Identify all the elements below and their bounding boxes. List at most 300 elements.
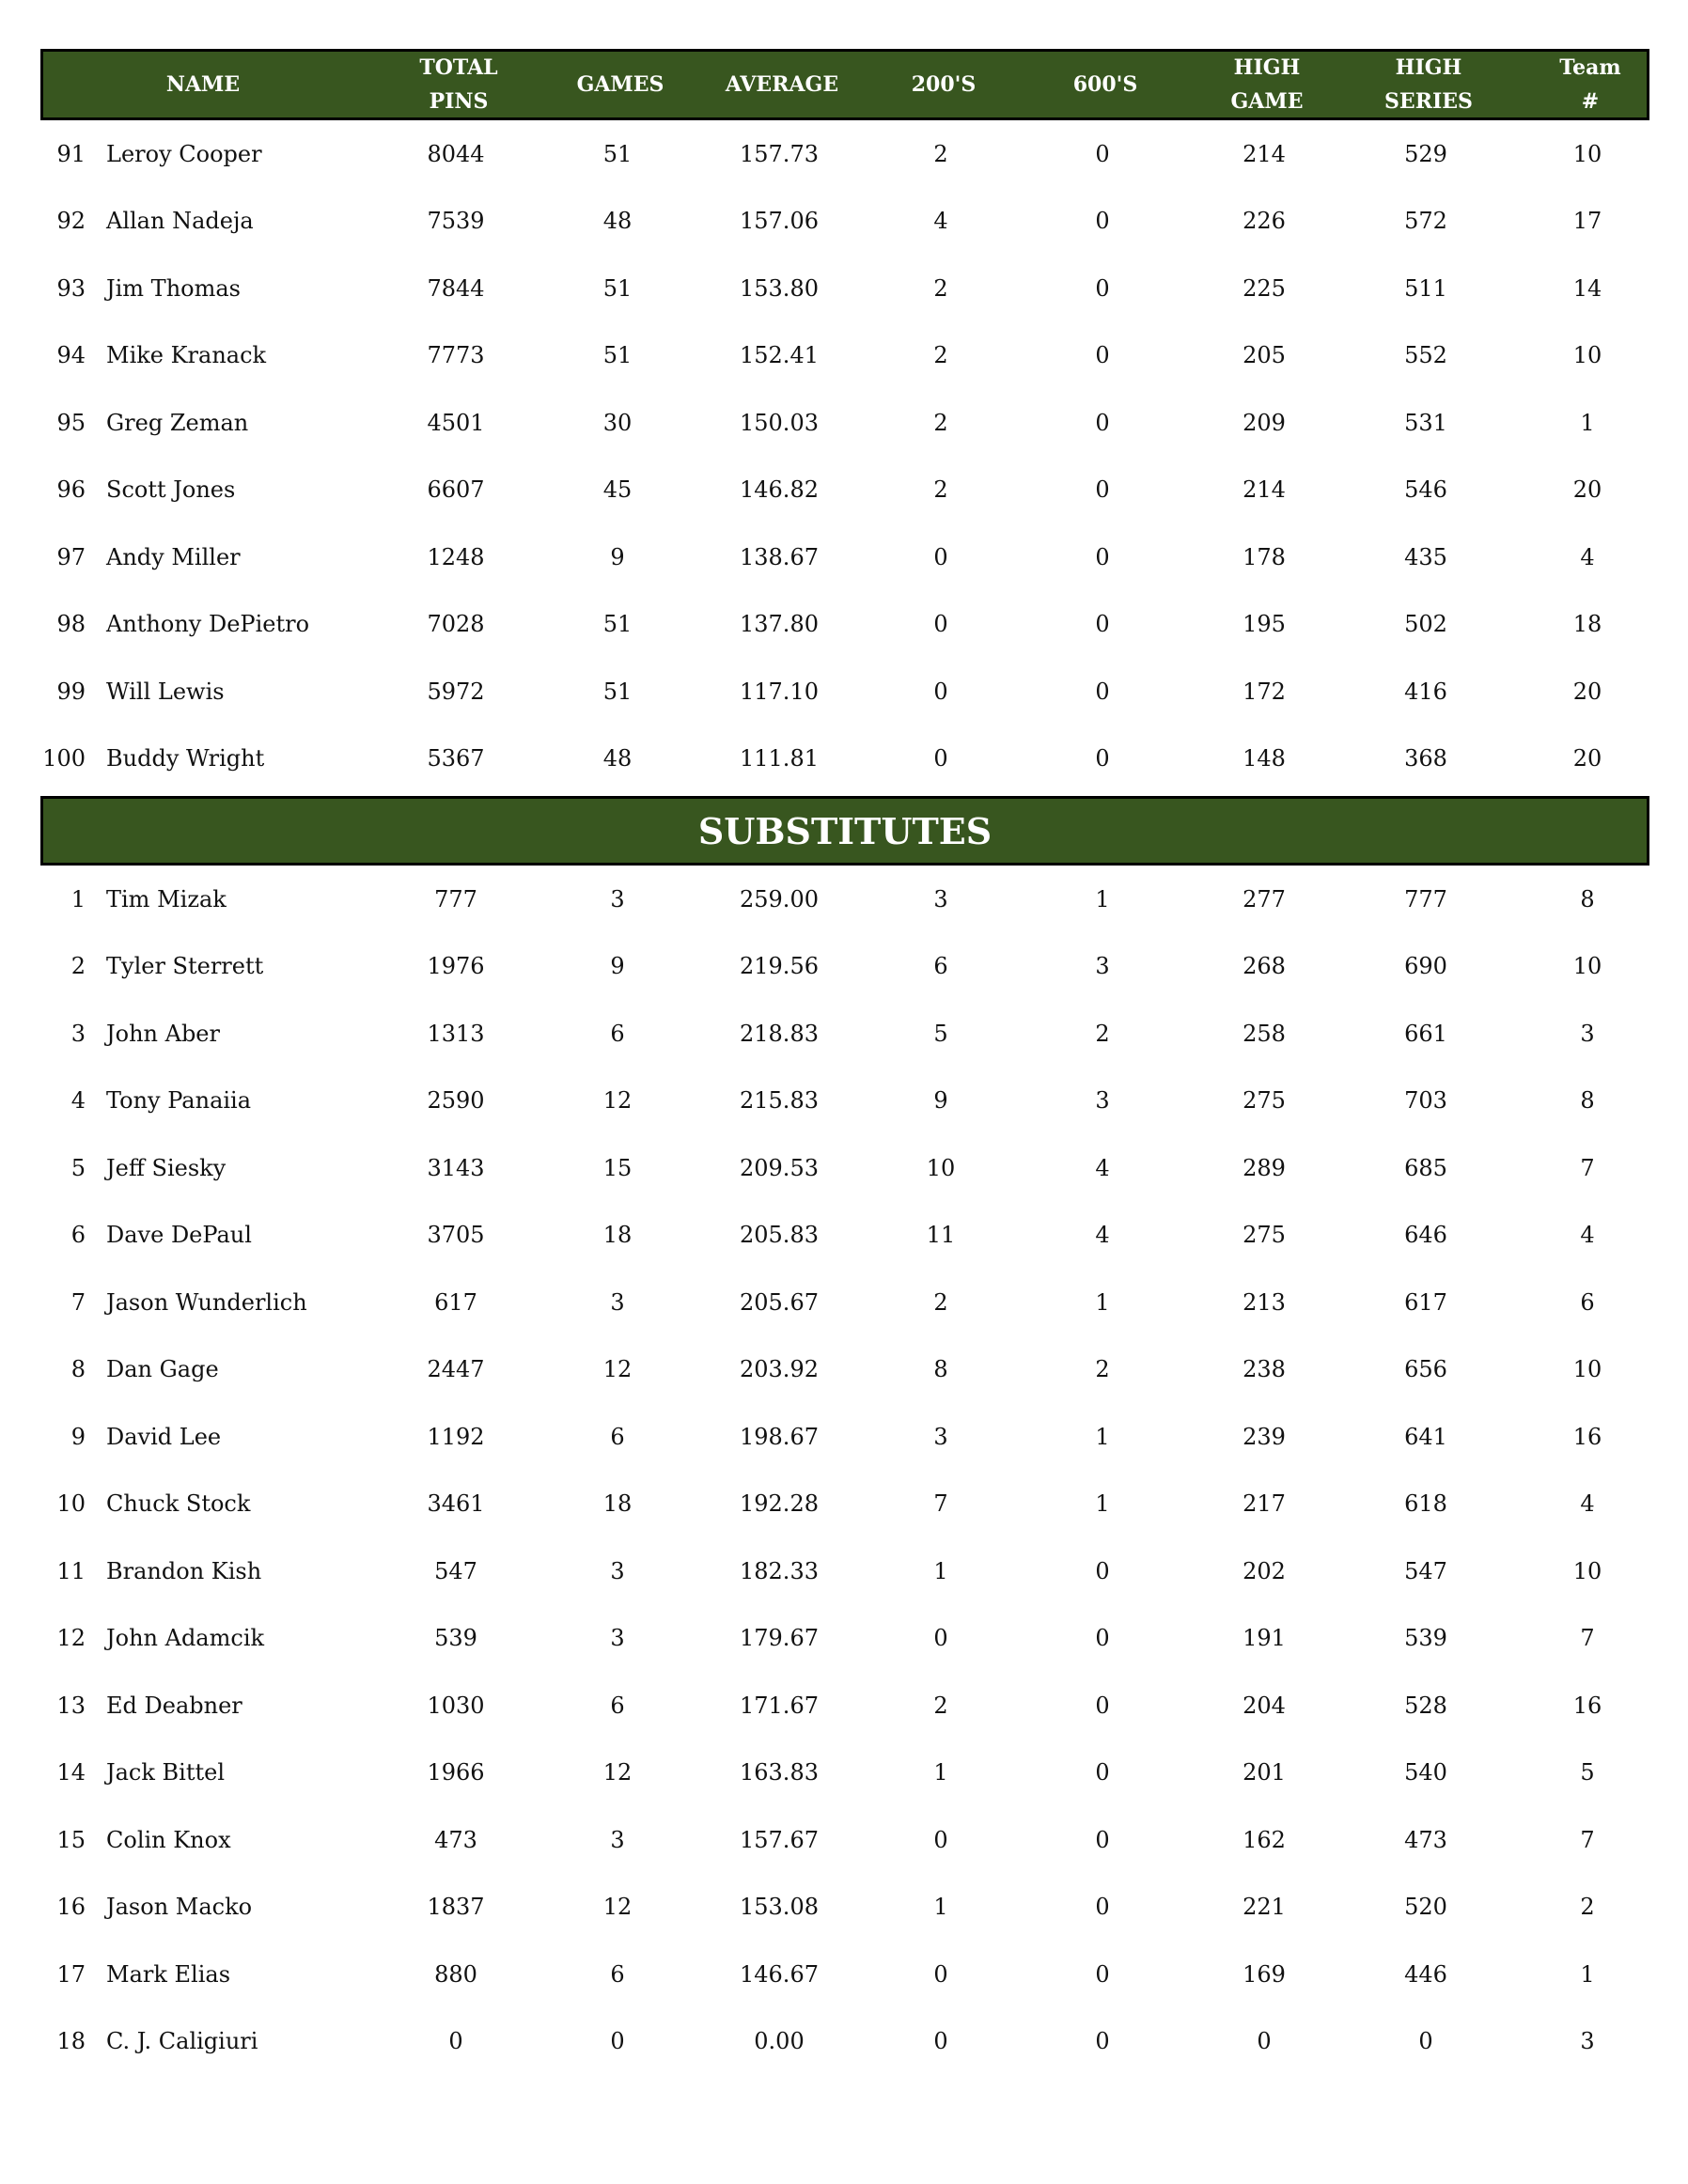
six-hundreds-cell: 0	[1095, 342, 1110, 369]
high-game-cell: 225	[1243, 274, 1286, 302]
average-cell: 205.67	[740, 1288, 819, 1316]
two-hundreds-cell: 11	[926, 1222, 956, 1249]
table-row	[40, 1000, 1649, 1068]
games-cell: 6	[610, 1423, 625, 1450]
total-pins-cell: 7844	[427, 274, 485, 302]
high-game-cell: 217	[1243, 1490, 1286, 1518]
total-pins-cell: 617	[434, 1288, 477, 1316]
average-cell: 157.67	[740, 1826, 819, 1853]
team-cell: 17	[1572, 208, 1602, 235]
total-pins-cell: 2447	[427, 1356, 485, 1383]
name-cell: Greg Zeman	[106, 409, 249, 436]
two-hundreds-cell: 2	[933, 342, 948, 369]
rank-cell: 10	[56, 1490, 86, 1518]
team-cell: 16	[1572, 1692, 1602, 1719]
two-hundreds-cell: 0	[933, 611, 948, 638]
name-cell: Allan Nadeja	[106, 208, 254, 235]
rank-cell: 1	[70, 885, 86, 913]
table-row	[40, 120, 1649, 188]
average-cell: 163.83	[740, 1759, 819, 1786]
two-hundreds-cell: 10	[926, 1154, 956, 1181]
total-pins-cell: 7773	[427, 342, 485, 369]
games-cell: 51	[602, 274, 633, 302]
six-hundreds-cell: 4	[1095, 1222, 1110, 1249]
games-cell: 51	[602, 678, 633, 705]
high-series-cell: 685	[1404, 1154, 1447, 1181]
two-hundreds-cell: 8	[933, 1356, 948, 1383]
rank-cell: 6	[70, 1222, 86, 1249]
games-cell: 51	[602, 611, 633, 638]
six-hundreds-cell: 0	[1095, 2028, 1110, 2055]
high-series-cell: 0	[1418, 2028, 1433, 2055]
high-game-cell: 191	[1243, 1625, 1286, 1652]
total-pins-cell: 0	[448, 2028, 463, 2055]
games-cell: 6	[610, 1020, 625, 1047]
total-pins-cell: 7028	[427, 611, 485, 638]
table-row	[40, 866, 1649, 933]
rank-cell: 99	[56, 678, 86, 705]
name-cell: Anthony DePietro	[106, 611, 310, 638]
games-cell: 3	[610, 1826, 625, 1853]
two-hundreds-cell: 5	[933, 1020, 948, 1047]
games-cell: 18	[602, 1490, 633, 1518]
rank-cell: 8	[70, 1356, 86, 1383]
team-cell: 18	[1572, 611, 1602, 638]
games-cell: 51	[602, 342, 633, 369]
name-cell: Colin Knox	[106, 1826, 231, 1853]
total-pins-cell: 6607	[427, 476, 485, 504]
total-pins-cell: 5367	[427, 745, 485, 772]
six-hundreds-cell: 0	[1095, 745, 1110, 772]
table-row	[40, 1403, 1649, 1471]
team-cell: 20	[1572, 745, 1602, 772]
high-series-cell: 529	[1404, 140, 1447, 167]
games-cell: 12	[602, 1087, 633, 1115]
total-pins-cell: 8044	[427, 140, 485, 167]
high-series-cell: 617	[1404, 1288, 1447, 1316]
name-cell: Mark Elias	[106, 1960, 231, 1988]
high-series-cell: 511	[1404, 274, 1447, 302]
total-pins-cell: 473	[434, 1826, 477, 1853]
rank-cell: 95	[56, 409, 86, 436]
name-cell: Ed Deabner	[106, 1692, 242, 1719]
table-row	[40, 1605, 1649, 1673]
six-hundreds-cell: 0	[1095, 543, 1110, 570]
team-cell: 8	[1580, 1087, 1595, 1115]
name-cell: Jim Thomas	[106, 274, 241, 302]
rank-cell: 15	[56, 1826, 86, 1853]
high-series-cell: 531	[1404, 409, 1447, 436]
name-cell: Tyler Sterrett	[106, 953, 264, 980]
name-cell: Buddy Wright	[106, 745, 265, 772]
average-cell: 179.67	[740, 1625, 819, 1652]
games-cell: 12	[602, 1894, 633, 1921]
games-cell: 48	[602, 208, 633, 235]
six-hundreds-cell: 0	[1095, 274, 1110, 302]
total-pins-cell: 3461	[427, 1490, 485, 1518]
header-total-pins: TOTAL PINS	[419, 55, 498, 114]
team-cell: 4	[1580, 543, 1595, 570]
two-hundreds-cell: 1	[933, 1759, 948, 1786]
header-200s: 200'S	[911, 72, 977, 97]
team-cell: 10	[1572, 1356, 1602, 1383]
table-row	[40, 457, 1649, 524]
games-cell: 3	[610, 1625, 625, 1652]
games-cell: 3	[610, 1557, 625, 1584]
two-hundreds-cell: 2	[933, 1288, 948, 1316]
high-series-cell: 572	[1404, 208, 1447, 235]
rank-cell: 11	[56, 1557, 86, 1584]
high-series-cell: 703	[1404, 1087, 1447, 1115]
rank-cell: 96	[56, 476, 86, 504]
average-cell: 209.53	[740, 1154, 819, 1181]
name-cell: Scott Jones	[106, 476, 236, 504]
high-game-cell: 195	[1243, 611, 1286, 638]
high-series-cell: 473	[1404, 1826, 1447, 1853]
header-team: Team #	[1559, 55, 1621, 114]
average-cell: 205.83	[740, 1222, 819, 1249]
header-average: AVERAGE	[725, 72, 839, 97]
name-cell: Tony Panaiia	[106, 1087, 252, 1115]
games-cell: 9	[610, 543, 625, 570]
table-row	[40, 1269, 1649, 1336]
high-series-cell: 777	[1404, 885, 1447, 913]
two-hundreds-cell: 6	[933, 953, 948, 980]
header-high-game: HIGH GAME	[1230, 55, 1304, 114]
total-pins-cell: 777	[434, 885, 477, 913]
high-game-cell: 204	[1243, 1692, 1286, 1719]
rank-cell: 3	[70, 1020, 86, 1047]
header-name: NAME	[165, 72, 241, 97]
two-hundreds-cell: 1	[933, 1894, 948, 1921]
team-cell: 20	[1572, 476, 1602, 504]
total-pins-cell: 1248	[427, 543, 485, 570]
team-cell: 5	[1580, 1759, 1595, 1786]
two-hundreds-cell: 4	[933, 208, 948, 235]
average-cell: 218.83	[740, 1020, 819, 1047]
high-series-cell: 618	[1404, 1490, 1447, 1518]
total-pins-cell: 3705	[427, 1222, 485, 1249]
games-cell: 6	[610, 1960, 625, 1988]
rank-cell: 14	[56, 1759, 86, 1786]
team-cell: 1	[1580, 409, 1595, 436]
high-game-cell: 162	[1243, 1826, 1286, 1853]
table-row	[40, 591, 1649, 659]
six-hundreds-cell: 3	[1095, 1087, 1110, 1115]
six-hundreds-cell: 1	[1095, 885, 1110, 913]
games-cell: 6	[610, 1692, 625, 1719]
average-cell: 138.67	[740, 543, 819, 570]
high-game-cell: 239	[1243, 1423, 1286, 1450]
average-cell: 146.67	[740, 1960, 819, 1988]
rank-cell: 100	[42, 745, 86, 772]
two-hundreds-cell: 0	[933, 1625, 948, 1652]
table-row	[40, 725, 1649, 793]
average-cell: 153.08	[740, 1894, 819, 1921]
substitutes-table-body	[40, 866, 1649, 2075]
six-hundreds-cell: 0	[1095, 1826, 1110, 1853]
high-game-cell: 209	[1243, 409, 1286, 436]
rank-cell: 17	[56, 1960, 86, 1988]
rank-cell: 18	[56, 2028, 86, 2055]
total-pins-cell: 3143	[427, 1154, 485, 1181]
total-pins-cell: 1313	[427, 1020, 485, 1047]
table-row	[40, 1941, 1649, 2008]
bowlers-table-body	[40, 120, 1649, 792]
games-cell: 30	[602, 409, 633, 436]
two-hundreds-cell: 2	[933, 476, 948, 504]
table-row	[40, 1471, 1649, 1538]
team-cell: 2	[1580, 1894, 1595, 1921]
high-series-cell: 539	[1404, 1625, 1447, 1652]
high-series-cell: 546	[1404, 476, 1447, 504]
average-cell: 153.80	[740, 274, 819, 302]
average-cell: 215.83	[740, 1087, 819, 1115]
high-game-cell: 214	[1243, 476, 1286, 504]
standings-sheet	[40, 49, 1649, 2075]
name-cell: Will Lewis	[106, 678, 225, 705]
high-game-cell: 201	[1243, 1759, 1286, 1786]
games-cell: 3	[610, 1288, 625, 1316]
six-hundreds-cell: 1	[1095, 1423, 1110, 1450]
total-pins-cell: 1966	[427, 1759, 485, 1786]
high-series-cell: 528	[1404, 1692, 1447, 1719]
name-cell: David Lee	[106, 1423, 222, 1450]
team-cell: 7	[1580, 1826, 1595, 1853]
team-cell: 6	[1580, 1288, 1595, 1316]
rank-cell: 16	[56, 1894, 86, 1921]
six-hundreds-cell: 0	[1095, 611, 1110, 638]
two-hundreds-cell: 3	[933, 885, 948, 913]
table-row	[40, 1537, 1649, 1605]
games-cell: 15	[602, 1154, 633, 1181]
two-hundreds-cell: 0	[933, 1826, 948, 1853]
table-row	[40, 2008, 1649, 2076]
high-game-cell: 202	[1243, 1557, 1286, 1584]
games-cell: 48	[602, 745, 633, 772]
team-cell: 10	[1572, 953, 1602, 980]
total-pins-cell: 539	[434, 1625, 477, 1652]
six-hundreds-cell: 0	[1095, 1557, 1110, 1584]
header-600s: 600'S	[1072, 72, 1138, 97]
high-series-cell: 520	[1404, 1894, 1447, 1921]
games-cell: 9	[610, 953, 625, 980]
two-hundreds-cell: 9	[933, 1087, 948, 1115]
two-hundreds-cell: 0	[933, 1960, 948, 1988]
table-row	[40, 1336, 1649, 1404]
high-series-cell: 646	[1404, 1222, 1447, 1249]
two-hundreds-cell: 2	[933, 409, 948, 436]
total-pins-cell: 1976	[427, 953, 485, 980]
header-high-series: HIGH SERIES	[1384, 55, 1473, 114]
six-hundreds-cell: 0	[1095, 1625, 1110, 1652]
total-pins-cell: 1837	[427, 1894, 485, 1921]
games-cell: 45	[602, 476, 633, 504]
name-cell: Brandon Kish	[106, 1557, 262, 1584]
name-cell: Jeff Siesky	[106, 1154, 227, 1181]
rank-cell: 94	[56, 342, 86, 369]
six-hundreds-cell: 0	[1095, 1894, 1110, 1921]
name-cell: Jason Wunderlich	[106, 1288, 307, 1316]
name-cell: Leroy Cooper	[106, 140, 262, 167]
average-cell: 111.81	[740, 745, 819, 772]
rank-cell: 13	[56, 1692, 86, 1719]
average-cell: 137.80	[740, 611, 819, 638]
name-cell: John Aber	[106, 1020, 220, 1047]
two-hundreds-cell: 0	[933, 543, 948, 570]
six-hundreds-cell: 2	[1095, 1020, 1110, 1047]
high-series-cell: 690	[1404, 953, 1447, 980]
rank-cell: 7	[70, 1288, 86, 1316]
high-series-cell: 435	[1404, 543, 1447, 570]
high-game-cell: 214	[1243, 140, 1286, 167]
six-hundreds-cell: 0	[1095, 1759, 1110, 1786]
team-cell: 10	[1572, 342, 1602, 369]
rank-cell: 98	[56, 611, 86, 638]
high-series-cell: 552	[1404, 342, 1447, 369]
table-row	[40, 1672, 1649, 1739]
table-row	[40, 1739, 1649, 1807]
high-series-cell: 368	[1404, 745, 1447, 772]
team-cell: 1	[1580, 1960, 1595, 1988]
name-cell: Mike Kranack	[106, 342, 267, 369]
team-cell: 4	[1580, 1490, 1595, 1518]
games-cell: 18	[602, 1222, 633, 1249]
rank-cell: 93	[56, 274, 86, 302]
table-row	[40, 1874, 1649, 1942]
total-pins-cell: 880	[434, 1960, 477, 1988]
rank-cell: 92	[56, 208, 86, 235]
team-cell: 7	[1580, 1154, 1595, 1181]
total-pins-cell: 547	[434, 1557, 477, 1584]
average-cell: 150.03	[740, 409, 819, 436]
games-cell: 0	[610, 2028, 625, 2055]
two-hundreds-cell: 2	[933, 274, 948, 302]
high-game-cell: 289	[1243, 1154, 1286, 1181]
table-header	[40, 49, 1649, 120]
total-pins-cell: 4501	[427, 409, 485, 436]
team-cell: 3	[1580, 1020, 1595, 1047]
high-game-cell: 221	[1243, 1894, 1286, 1921]
games-cell: 12	[602, 1356, 633, 1383]
two-hundreds-cell: 0	[933, 678, 948, 705]
six-hundreds-cell: 4	[1095, 1154, 1110, 1181]
table-row	[40, 658, 1649, 725]
six-hundreds-cell: 1	[1095, 1288, 1110, 1316]
high-series-cell: 416	[1404, 678, 1447, 705]
two-hundreds-cell: 7	[933, 1490, 948, 1518]
two-hundreds-cell: 3	[933, 1423, 948, 1450]
games-cell: 51	[602, 140, 633, 167]
high-game-cell: 172	[1243, 678, 1286, 705]
total-pins-cell: 7539	[427, 208, 485, 235]
six-hundreds-cell: 0	[1095, 140, 1110, 167]
six-hundreds-cell: 3	[1095, 953, 1110, 980]
average-cell: 198.67	[740, 1423, 819, 1450]
total-pins-cell: 5972	[427, 678, 485, 705]
name-cell: Dan Gage	[106, 1356, 219, 1383]
team-cell: 16	[1572, 1423, 1602, 1450]
high-series-cell: 661	[1404, 1020, 1447, 1047]
average-cell: 117.10	[740, 678, 819, 705]
table-row	[40, 1068, 1649, 1135]
rank-cell: 91	[56, 140, 86, 167]
table-row	[40, 1806, 1649, 1874]
total-pins-cell: 1030	[427, 1692, 485, 1719]
rank-cell: 97	[56, 543, 86, 570]
team-cell: 10	[1572, 1557, 1602, 1584]
team-cell: 8	[1580, 885, 1595, 913]
high-series-cell: 502	[1404, 611, 1447, 638]
total-pins-cell: 1192	[427, 1423, 485, 1450]
team-cell: 3	[1580, 2028, 1595, 2055]
team-cell: 14	[1572, 274, 1602, 302]
team-cell: 4	[1580, 1222, 1595, 1249]
name-cell: Tim Mizak	[106, 885, 227, 913]
high-series-cell: 446	[1404, 1960, 1447, 1988]
average-cell: 171.67	[740, 1692, 819, 1719]
header-games: GAMES	[576, 72, 664, 97]
high-game-cell: 169	[1243, 1960, 1286, 1988]
high-series-cell: 547	[1404, 1557, 1447, 1584]
high-game-cell: 268	[1243, 953, 1286, 980]
six-hundreds-cell: 2	[1095, 1356, 1110, 1383]
high-game-cell: 213	[1243, 1288, 1286, 1316]
high-game-cell: 275	[1243, 1222, 1286, 1249]
average-cell: 182.33	[740, 1557, 819, 1584]
six-hundreds-cell: 0	[1095, 1960, 1110, 1988]
rank-cell: 4	[70, 1087, 86, 1115]
average-cell: 157.06	[740, 208, 819, 235]
high-game-cell: 258	[1243, 1020, 1286, 1047]
high-game-cell: 178	[1243, 543, 1286, 570]
high-game-cell: 226	[1243, 208, 1286, 235]
table-row	[40, 1202, 1649, 1270]
team-cell: 10	[1572, 140, 1602, 167]
table-row	[40, 389, 1649, 457]
average-cell: 219.56	[740, 953, 819, 980]
name-cell: Chuck Stock	[106, 1490, 251, 1518]
two-hundreds-cell: 2	[933, 140, 948, 167]
average-cell: 259.00	[740, 885, 819, 913]
rank-cell: 5	[70, 1154, 86, 1181]
average-cell: 0.00	[754, 2028, 805, 2055]
average-cell: 192.28	[740, 1490, 819, 1518]
two-hundreds-cell: 0	[933, 745, 948, 772]
high-game-cell: 275	[1243, 1087, 1286, 1115]
two-hundreds-cell: 2	[933, 1692, 948, 1719]
total-pins-cell: 2590	[427, 1087, 485, 1115]
team-cell: 7	[1580, 1625, 1595, 1652]
rank-cell: 2	[70, 953, 86, 980]
name-cell: C. J. Caligiuri	[106, 2028, 258, 2055]
name-cell: Jack Bittel	[106, 1759, 226, 1786]
table-row	[40, 933, 1649, 1001]
average-cell: 146.82	[740, 476, 819, 504]
six-hundreds-cell: 0	[1095, 409, 1110, 436]
high-game-cell: 238	[1243, 1356, 1286, 1383]
table-row	[40, 523, 1649, 591]
games-cell: 12	[602, 1759, 633, 1786]
high-series-cell: 656	[1404, 1356, 1447, 1383]
name-cell: John Adamcik	[106, 1625, 265, 1652]
six-hundreds-cell: 0	[1095, 678, 1110, 705]
substitutes-header: SUBSTITUTES	[40, 796, 1649, 866]
two-hundreds-cell: 1	[933, 1557, 948, 1584]
high-game-cell: 277	[1243, 885, 1286, 913]
games-cell: 3	[610, 885, 625, 913]
high-series-cell: 641	[1404, 1423, 1447, 1450]
